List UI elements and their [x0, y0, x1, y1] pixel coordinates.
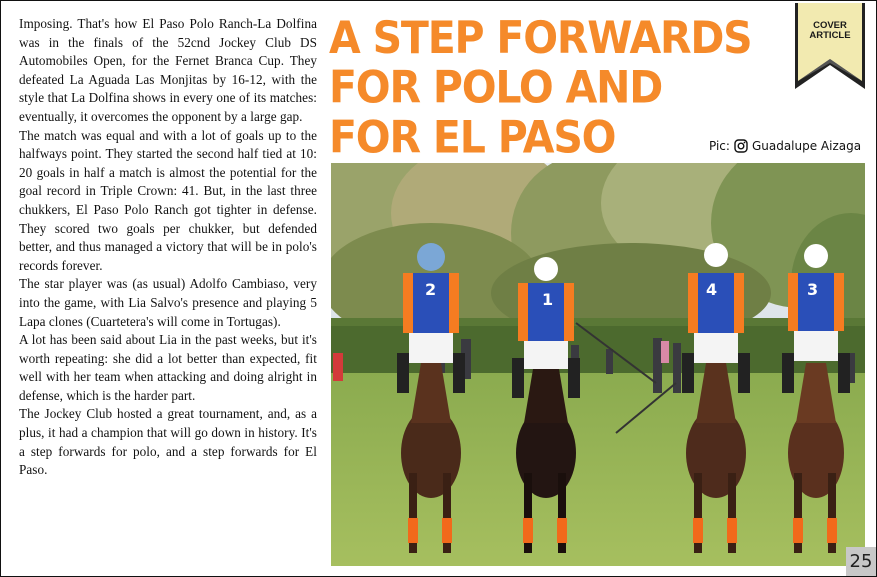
polo-players-illustration: [331, 163, 865, 566]
article-body: [19, 15, 317, 480]
credit-name: Guadalupe Aizaga: [751, 139, 862, 153]
jersey-number: 2: [425, 280, 437, 299]
article-paragraph: Imposing. That's how El Paso Polo Ranch-La Dolfina was in the finals of the 52cnd Jockey Club DS Automobiles Open, for the Fernet Branca Cup. They defeated La Aguada Las Monjitas by 16-12, with the style that La Dolfina shows in every one of its matches: eventually, it overcomes the opponent by a large gap.: [19, 16, 317, 124]
article-paragraph: The Jockey Club hosted a great tournament, and, as a plus, it had a champion that will go down in history. It's a step forwards for polo, and a step forwards for El Paso.: [19, 406, 317, 478]
headline-line: FOR EL PASO: [329, 111, 616, 164]
jersey-number: 3: [807, 280, 819, 299]
article-paragraph: A lot has been said about Lia in the past weeks, but it's worth repeating: she did a lot better than expected, fit well with her team when attacking and doing alright in defense, which is the harder part.: [19, 332, 317, 403]
jersey-number: 4: [706, 280, 718, 299]
headline-line: FOR POLO AND: [329, 61, 663, 114]
jersey-number: 1: [542, 290, 554, 309]
photo-credit: [709, 138, 861, 154]
instagram-icon: [734, 139, 748, 153]
ribbon-label: [795, 21, 865, 41]
ribbon-label-line: COVER: [813, 20, 847, 31]
cover-article-ribbon: [795, 3, 865, 89]
page-number: 25: [846, 547, 876, 576]
credit-label: Pic:: [709, 139, 730, 153]
headline-line: A STEP FORWARDS: [329, 11, 752, 64]
ribbon-label-line: ARTICLE: [809, 30, 851, 41]
article-paragraph: The match was equal and with a lot of goals up to the halfways point. They started the second half tied at 10: 20 goals in half a match is almost the potential for the goal record in Triple Crown: 41. But, in the last three chukkers, El Paso Polo Ranch got tighter in defense. They scored two goals per chukker, but defended better, and thus managed a victory that will be in polo's records forever.: [19, 127, 317, 273]
polo-photo: [331, 163, 865, 566]
article-paragraph: The star player was (as usual) Adolfo Cambiaso, very into the game, with Lia Salvo's presence and playing 5 Lapa clones (Cuartetera's will come in Tortugas).: [19, 276, 317, 329]
